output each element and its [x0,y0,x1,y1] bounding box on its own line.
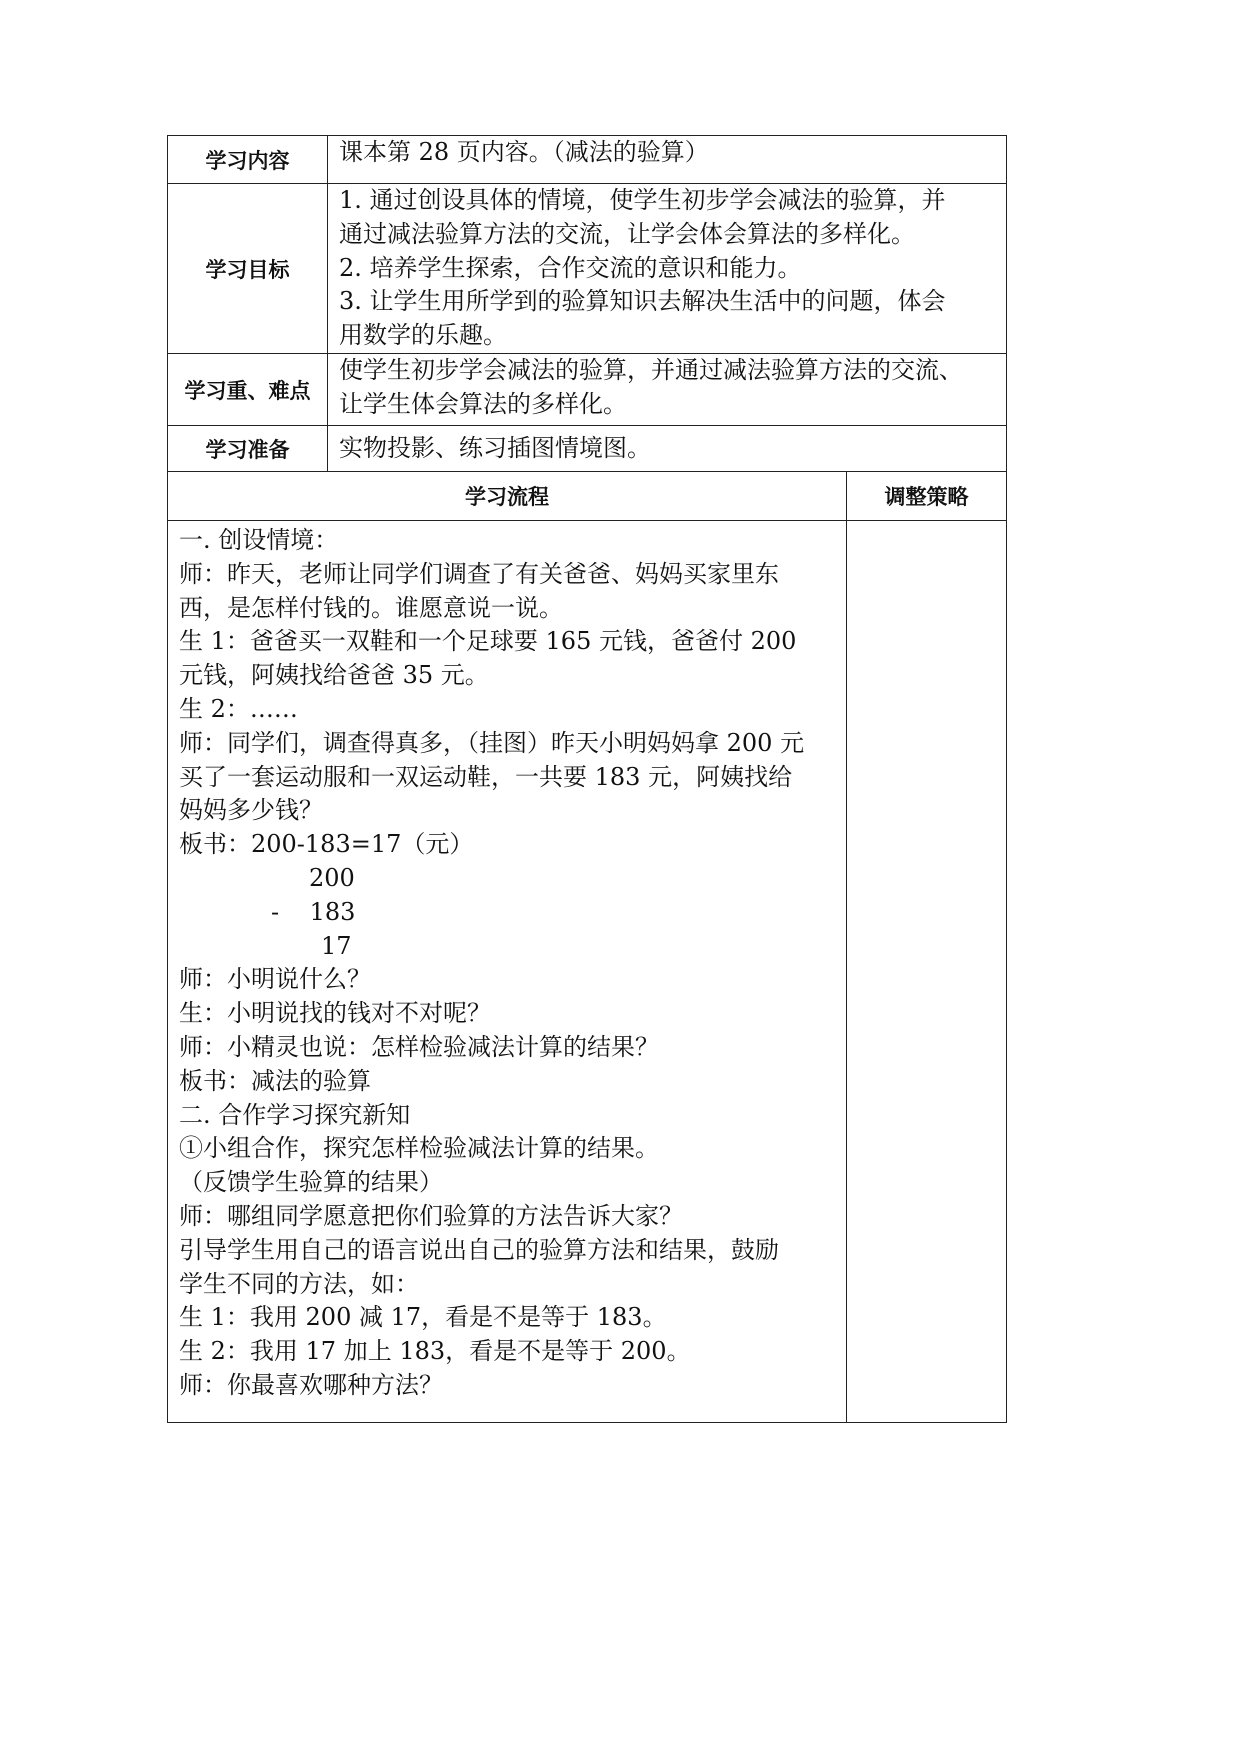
value-preparation [328,426,1007,472]
flow-line: ①小组合作，探究怎样检验减法计算的结果。 [179,1134,659,1163]
flow-line: 师：哪组同学愿意把你们验算的方法告诉大家？ [179,1201,683,1230]
label-key-points: 学习重、难点 [168,354,328,426]
flow-line: 200 [309,863,355,892]
flow-line: 妈妈多少钱？ [179,796,323,825]
text-line: 1. 通过创设具体的情境，使学生初步学会减法的验算，并 [339,186,946,214]
text-line: 让学生体会算法的多样化。 [339,389,627,418]
text-line: 3. 让学生用所学到的验算知识去解决生活中的问题，体会 [339,287,946,316]
flow-line: 买了一套运动服和一双运动鞋，一共要 183 元，阿姨找给 [179,762,793,791]
flow-line: 师：昨天，老师让同学们调查了有关爸爸、妈妈买家里东 [179,559,779,588]
flow-header: 学习流程 [168,472,847,521]
flow-line: 西，是怎样付钱的。谁愿意说一说。 [179,593,563,622]
flow-line: 二. 合作学习探究新知 [179,1100,411,1129]
text-line: 2. 培养学生探索，合作交流的意识和能力。 [339,253,802,282]
strategy-content [847,521,1007,1423]
value-key-points [328,354,1007,426]
flow-line: 17 [321,931,352,960]
flow-line: 一. 创设情境： [179,526,339,554]
flow-line: 生：小明说找的钱对不对呢？ [179,999,491,1028]
flow-line: 生 1：爸爸买一双鞋和一个足球要 165 元钱，爸爸付 200 [179,627,797,656]
flow-line: （反馈学生验算的结果） [179,1168,443,1197]
flow-line: 师：你最喜欢哪种方法？ [179,1370,443,1399]
label-goals: 学习目标 [168,184,328,354]
flow-line: 师：小精灵也说：怎样检验减法计算的结果？ [179,1032,659,1061]
value-content [328,136,1007,184]
text-line: 使学生初步学会减法的验算，并通过减法验算方法的交流、 [339,356,963,384]
flow-line: 生 1：我用 200 减 17，看是不是等于 183。 [179,1303,667,1332]
flow-line: 师：同学们，调查得真多，（挂图）昨天小明妈妈拿 200 元 [179,728,805,757]
label-content: 学习内容 [168,136,328,184]
flow-line: 元钱，阿姨找给爸爸 35 元。 [179,661,489,690]
text-line: 实物投影、练习插图情境图。 [339,433,651,462]
flow-line: 生 2：…… [179,694,298,723]
flow-line: 板书：减法的验算 [179,1066,371,1095]
strategy-header: 调整策略 [847,472,1007,521]
flow-line: 学生不同的方法，如： [179,1269,419,1298]
flow-line: 板书：200-183=17（元） [179,830,474,859]
value-goals [328,184,1007,354]
flow-content [168,521,847,1423]
flow-line: 生 2：我用 17 加上 183，看是不是等于 200。 [179,1337,691,1366]
text-line: 通过减法验算方法的交流，让学会体会算法的多样化。 [339,219,915,248]
label-preparation: 学习准备 [168,426,328,472]
flow-line: 引导学生用自己的语言说出自己的验算方法和结果，鼓励 [179,1235,779,1264]
lesson-plan-table [167,135,1007,1423]
text-line: 课本第 28 页内容。（减法的验算） [339,138,709,166]
flow-line: 师：小明说什么？ [179,965,371,994]
flow-line: - 183 [271,897,356,926]
text-line: 用数学的乐趣。 [339,321,507,350]
